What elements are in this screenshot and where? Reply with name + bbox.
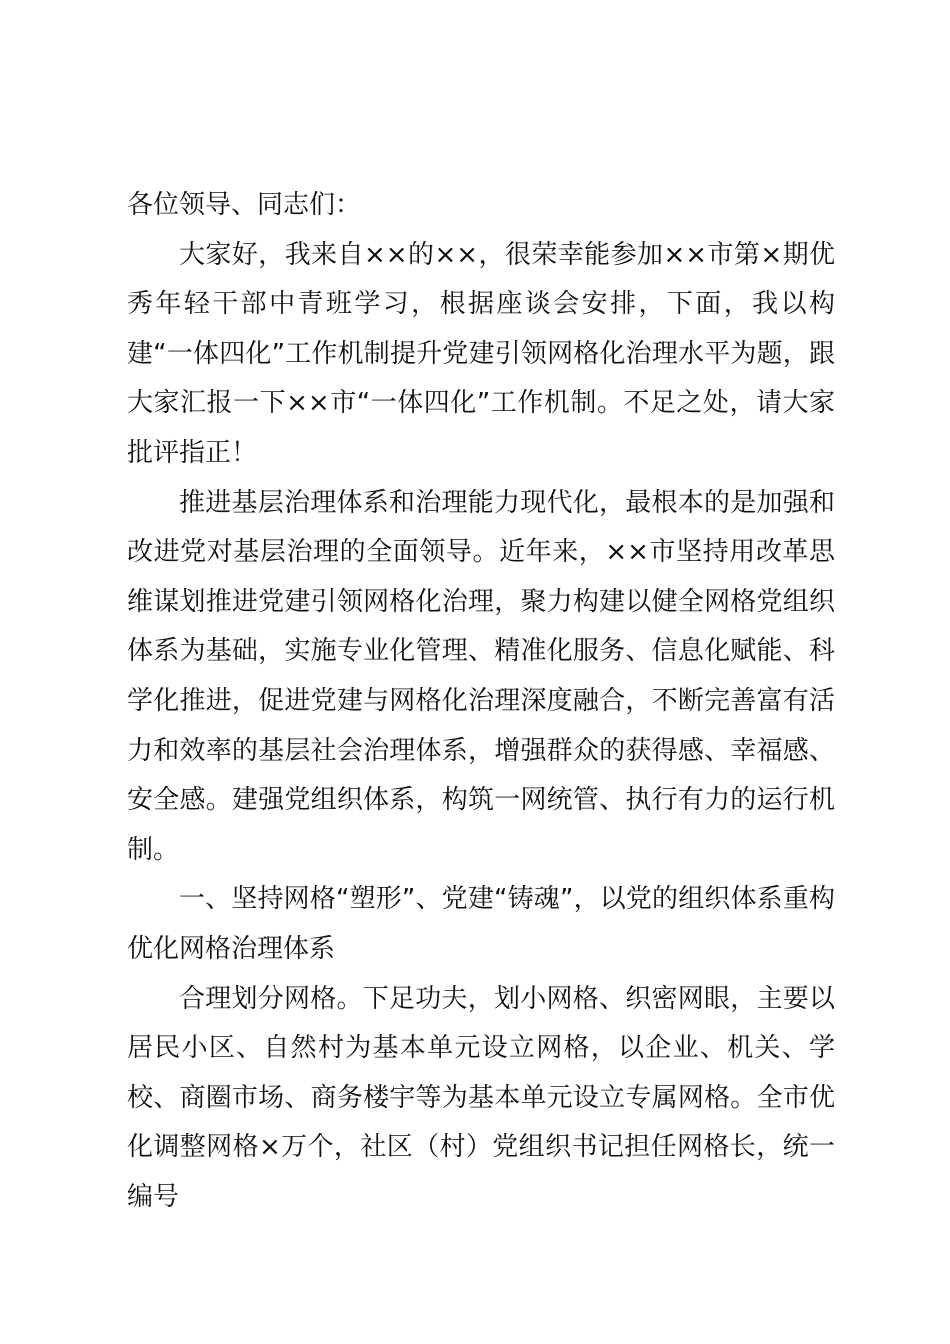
intro-paragraph: 大家好，我来自××的××，很荣幸能参加××市第×期优秀年轻干部中青班学习，根据座谈会安排，下面，我以构建“一体四化”工作机制提升党建引领网格化治理水平为题，跟大家汇报一下××市“一体四化”工作机制。不足之处，请大家批评指正！ xyxy=(127,239,835,468)
background-paragraph: 推进基层治理体系和治理能力现代化，最根本的是加强和改进党对基层治理的全面领导。近年来，××市坚持用改革思维谋划推进党建引领网格化治理，聚力构建以健全网格党组织体系为基础，实施专业化管理、精准化服务、信息化赋能、科学化推进，促进党建与网格化治理深度融合，不断完善富有活力和效率的基层社会治理体系，增强群众的获得感、幸福感、安全感。建强党组织体系，构筑一网统管、执行有力的运行机制。 xyxy=(127,487,835,865)
section-heading: 一、坚持网格“塑形”、党建“铸魂”，以党的组织体系重构优化网格治理体系 xyxy=(127,884,835,964)
salutation: 各位领导、同志们： xyxy=(127,190,362,220)
document-body xyxy=(127,181,835,1222)
section-paragraph: 合理划分网格。下足功夫，划小网格、织密网眼，主要以居民小区、自然村为基本单元设立网格，以企业、机关、学校、商圈市场、商务楼宇等为基本单元设立专属网格。全市优化调整网格×万个，社区（村）党组织书记担任网格长，统一编号 xyxy=(127,983,835,1212)
